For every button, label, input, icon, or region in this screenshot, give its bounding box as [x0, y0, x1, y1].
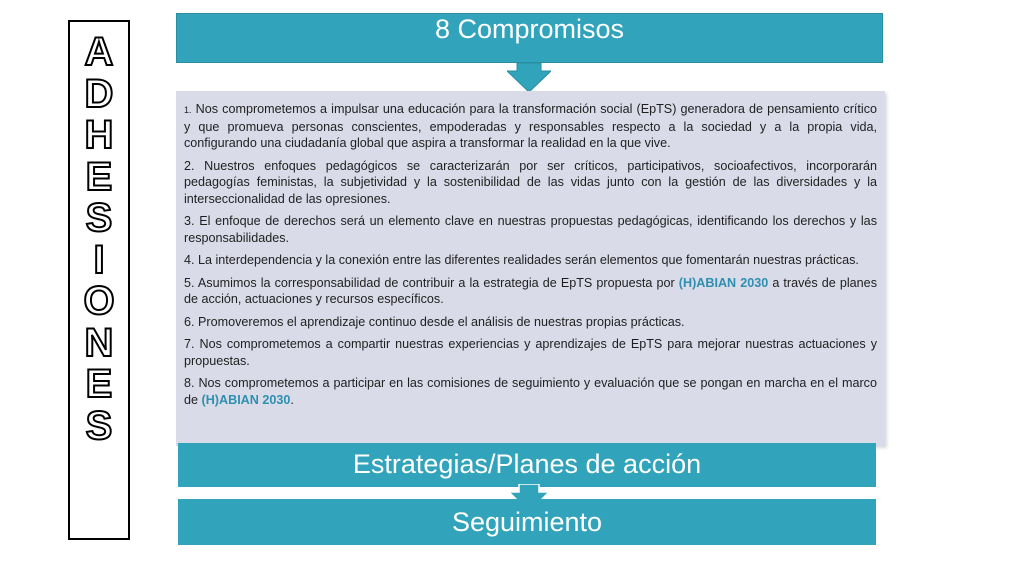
adhesiones-letter: A: [84, 30, 114, 74]
adhesiones-letter: O: [83, 279, 115, 323]
estrategias-title: Estrategias/Planes de acción: [352, 449, 702, 479]
commitment-item: [184, 213, 877, 246]
commitment-text: .: [290, 392, 294, 407]
commitment-text: 2. Nuestros enfoques pedagógicos se caracterizarán por ser críticos, participativos, socioafectivos, incorporarán pedagogías feministas, la subjetividad y la sostenibilidad de las vidas junto con la gestión de las diversidades y la interseccionalidad de las opresiones.: [184, 158, 877, 206]
commitment-item: [184, 314, 877, 331]
adhesiones-letter: S: [85, 196, 113, 240]
commitment-text: 8. Nos comprometemos a participar en las comisiones de seguimiento y evaluación que se pongan en marcha en el marco de: [184, 376, 877, 407]
habian-highlight: (H)ABIAN 2030: [678, 275, 769, 290]
seguimiento-title: Seguimiento: [451, 507, 603, 537]
commitment-item: [184, 275, 877, 308]
estrategias-bar: [178, 443, 876, 487]
adhesiones-letter: H: [84, 113, 114, 157]
adhesiones-letter: E: [85, 362, 113, 406]
adhesiones-letter: E: [85, 154, 113, 199]
commitment-text: Nos comprometemos a impulsar una educación para la transformación social (EpTS) generadora de pensamiento crítico y que promueva personas conscientes, empoderadas y responsables respecto a la sociedad y a la propia vida, configurando una ciudadanía global que aspira a transformar la realidad en la que vive.: [184, 102, 877, 150]
commitment-text: 6. Promoveremos el aprendizaje continuo desde el análisis de nuestras propias prácticas.: [184, 314, 685, 329]
commitment-item: [184, 336, 877, 369]
commitments-panel: [176, 91, 885, 446]
adhesiones-box: [68, 20, 130, 540]
compromisos-title: 8 Compromisos: [434, 14, 625, 44]
adhesiones-letter: N: [84, 320, 114, 365]
seguimiento-bar: [178, 499, 876, 545]
commitment-text: a través de planes de acción, actuaciones y recursos específicos.: [184, 275, 877, 306]
commitment-text: 3. El enfoque de derechos será un elemento clave en nuestras propuestas pedagógicas, identificando los derechos y las responsabilidades.: [184, 214, 877, 245]
habian-highlight: (H)ABIAN 2030: [201, 392, 291, 407]
commitment-text: 7. Nos comprometemos a compartir nuestras experiencias y aprendizajes de EpTS para mejorar nuestras actuaciones y propuestas.: [184, 337, 877, 368]
adhesiones-letter: I: [93, 237, 105, 282]
compromisos-header: [176, 13, 883, 63]
commitment-item: [184, 101, 877, 152]
commitment-item: [184, 158, 877, 208]
adhesiones-letter: D: [84, 71, 114, 116]
commitment-text: 5. Asumimos la corresponsabilidad de contribuir a la estrategia de EpTS propuesta por: [184, 275, 679, 290]
commitment-item: [184, 252, 877, 269]
commitment-item: [184, 375, 877, 408]
down-arrow-icon: [507, 63, 551, 93]
commitment-text: 4. La interdependencia y la conexión entre las diferentes realidades serán elementos que fomentarán nuestras prácticas.: [184, 253, 859, 267]
adhesiones-letter: S: [85, 403, 113, 448]
commitment-number: 1.: [184, 105, 192, 115]
adhesiones-label: [70, 32, 128, 447]
